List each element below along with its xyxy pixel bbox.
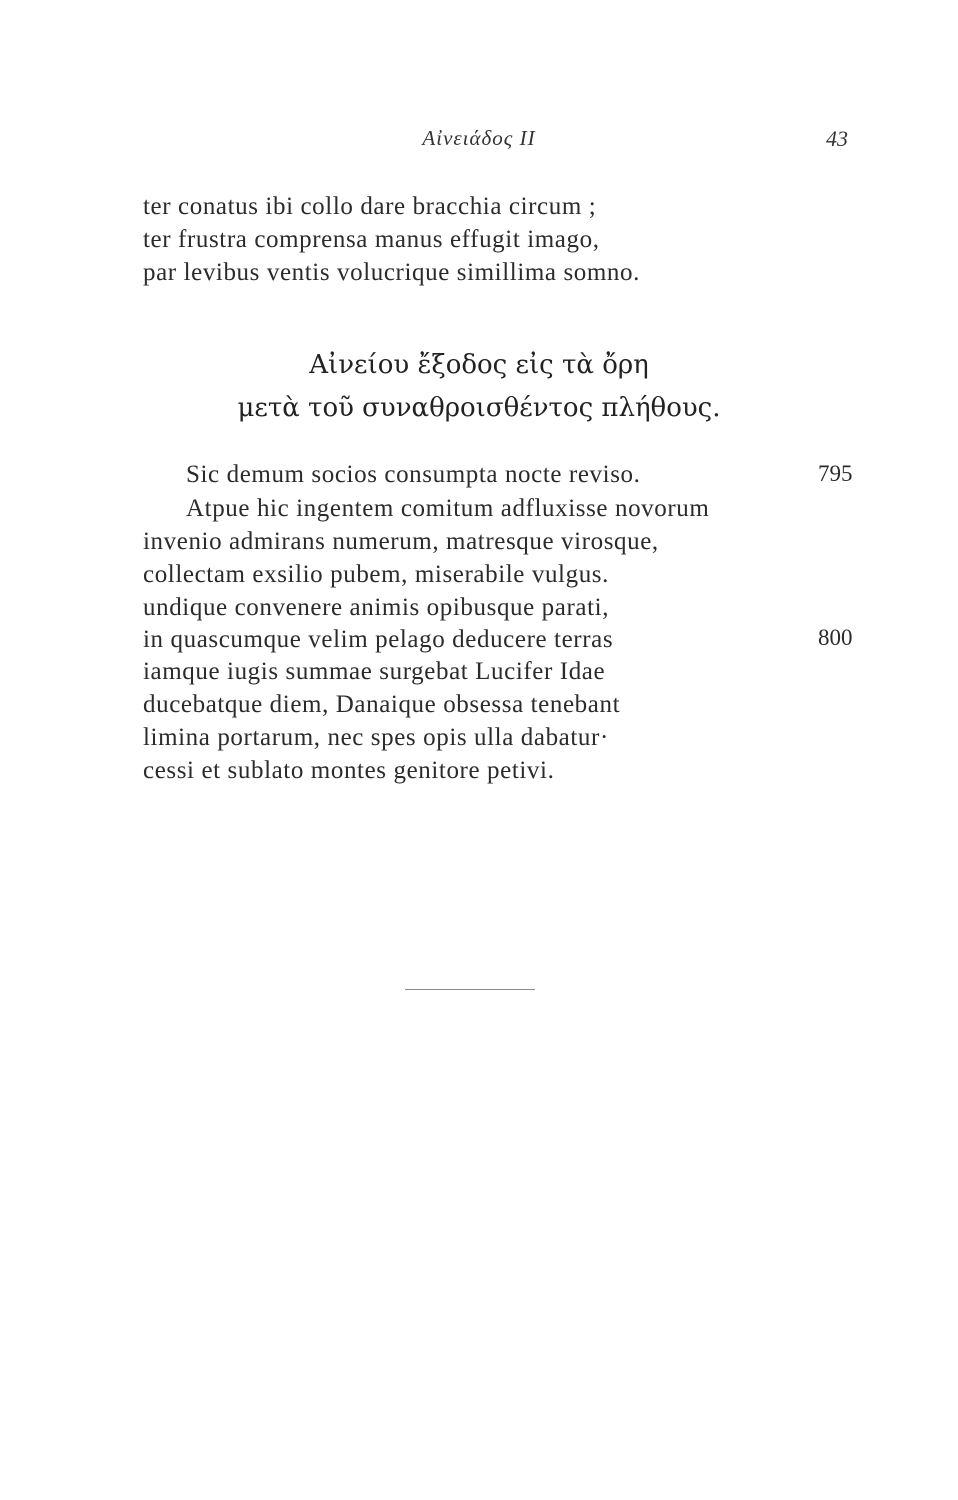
section-heading-line-1: Αἰνείου ἔξοδος εἰς τὰ ὄρη [309, 350, 649, 380]
section-heading-line-2: μετὰ τοῦ συναθροισθέντος πλήθους. [237, 393, 721, 423]
verse-line: collectam exsilio pubem, miserabile vulgus. [143, 561, 609, 588]
verse-line: invenio admirans numerum, matresque virosque, [143, 528, 659, 555]
verse-line: undique convenere animis opibusque parati, [143, 594, 610, 621]
line-number-795: 795 [818, 461, 853, 486]
verse-line: ducebatque diem, Danaique obsessa tenebant [143, 691, 621, 718]
verse-line: ter frustra comprensa manus effugit imago, [143, 226, 600, 253]
line-number-800: 800 [818, 625, 853, 650]
verse-line: ter conatus ibi collo dare bracchia circum ; [143, 193, 597, 220]
verse-line: Atpue hic ingentem comitum adfluxisse novorum [186, 495, 710, 522]
verse-line: in quascumque velim pelago deducere terras [143, 626, 614, 653]
closing-rule [405, 989, 535, 990]
verse-line: cessi et sublato montes genitore petivi. [143, 757, 555, 784]
verse-line: par levibus ventis volucrique simillima somno. [143, 259, 640, 286]
verse-line: iamque iugis summae surgebat Lucifer Idae [143, 658, 606, 685]
verse-line: limina portarum, nec spes opis ulla dabatur· [143, 724, 609, 751]
page-number: 43 [826, 126, 848, 151]
running-title: Αἰνειάδος II [422, 126, 536, 150]
verse-line: Sic demum socios consumpta nocte reviso. [186, 461, 641, 488]
